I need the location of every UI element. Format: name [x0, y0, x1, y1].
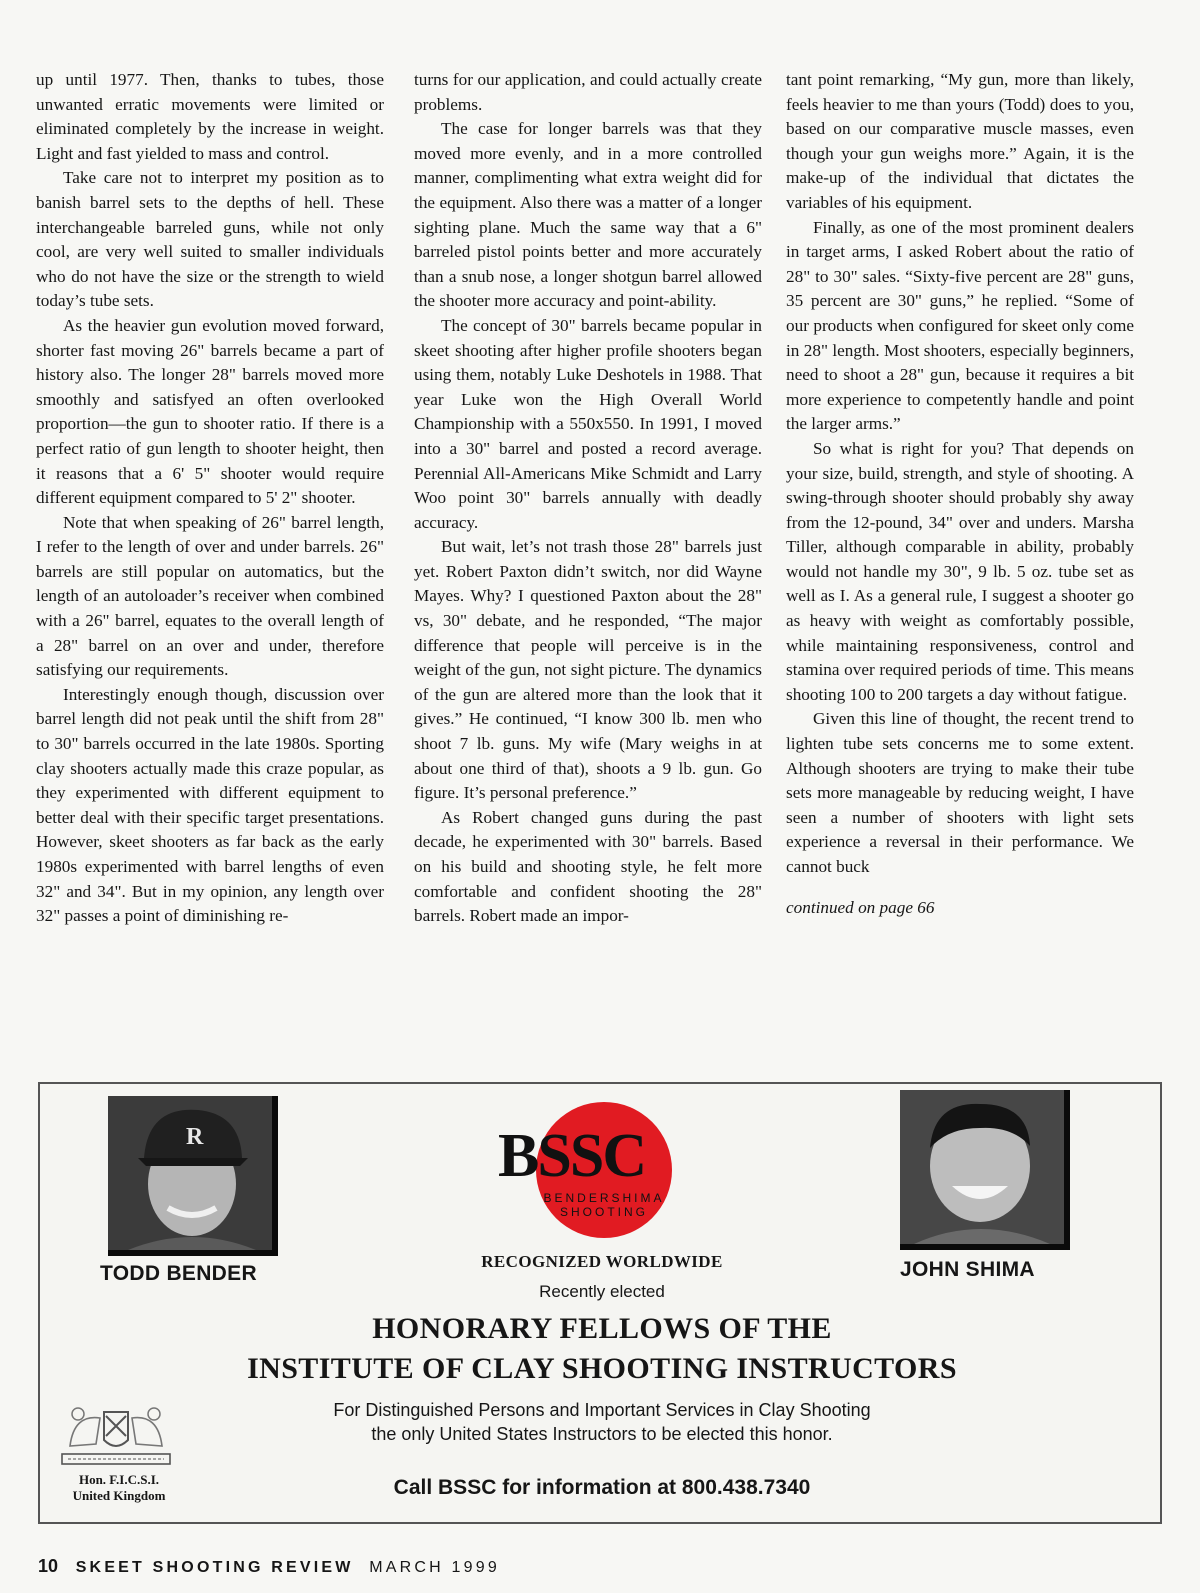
svg-text:R: R: [186, 1124, 204, 1150]
paragraph: up until 1977. Then, thanks to tubes, those unwanted erratic movements were limited or eliminated completely by the increase in weight. Light and fast yielded to mass and control.: [36, 70, 384, 163]
paragraph: The concept of 30" barrels became popular in skeet shooting after higher profile shooters began using them, notably Luke Deshotels in 1988. That year Luke won the High Overall World Championship with a 550x550. In 1991, I moved into a 30" barrel and posted a record average. Perennial All-Americans Mike Schmidt and Larry Woo point 30" barrels annually with deadly accuracy.: [414, 315, 762, 532]
paragraph: Finally, as one of the most prominent dealers in target arms, I asked Robert about the ratio of 28" to 30" sales. “Sixty-five percent are 28" guns, 35 percent are 30" guns,” he replied. “Some of our products when configured for skeet only come in 28" length. Most shooters, especially beginners, need to shoot a 28" gun, because it requires a bit more experience to competently handle and point the larger arms.”: [786, 217, 1134, 434]
todd-bender-photo: [108, 1096, 278, 1256]
recently-elected: Recently elected: [539, 1282, 665, 1301]
headline-line-1: HONORARY FELLOWS OF THE: [372, 1312, 832, 1345]
honor-country: United Kingdom: [72, 1488, 166, 1503]
paragraph: turns for our application, and could actually create problems.: [414, 70, 762, 114]
paragraph: But wait, let’s not trash those 28" barrels just yet. Robert Paxton didn’t switch, nor did Wayne Mayes. Why? I questioned Paxton about the 28" vs, 30" debate, and he responded, “The major difference that people will perceive is in the weight of the gun, not sight picture. The dynamics of the gun are altered more than the look that it gives.” He continued, “I know 300 lb. men who shoot 7 lb. guns. My wife (Mary weighs in at about one third of that), shoots a 9 lb. gun. Go figure. It’s personal preference.”: [414, 537, 762, 803]
bssc-advertisement: [38, 1082, 1162, 1524]
page-footer: [38, 1556, 500, 1577]
paragraph: Interestingly enough though, discussion over barrel length did not peak until the shift from 28" to 30" barrels occurred in the late 1980s. Sporting clay shooters actually made this craze popular, as they experimented with different equipment to better deal with their specific target presentations. However, skeet shooters as far back as the early 1980s experimented with barrel lengths of even 32" and 34". But in my opinion, any length over 32" passes a point of diminishing re-: [36, 684, 384, 926]
continued-note: continued on page 66: [786, 897, 935, 917]
subtext-line-1: For Distinguished Persons and Important Services in Clay Shooting: [333, 1400, 871, 1420]
paragraph: So what is right for you? That depends on your size, build, strength, and style of shooting. A swing-through shooter should probably shy away from the 12-pound, 34" over and unders. Marsha Tiller, although comparable in ability, probably would not handle my 30", 9 lb. 5 oz. tube set as well as I. As a general rule, I suggest a shooter go as heavy with weight as comfortably possible, while maintaining responsiveness, control and stamina over required periods of time. This means shooting 100 to 200 targets a day without fatigue.: [786, 438, 1134, 704]
todd-bender-name: TODD BENDER: [100, 1262, 257, 1285]
portrait-icon: [900, 1090, 1064, 1244]
logo-subtext-2: SHOOTING: [559, 1205, 649, 1219]
paragraph: Take care not to interpret my position as to banish barrel sets to the depths of hell. These interchangeable barreled guns, while not only cool, are very well suited to smaller individuals who do not have the size or the strength to wield today’s tube sets.: [36, 168, 384, 311]
paragraph: Given this line of thought, the recent trend to lighten tube sets concerns me to some extent. Although shooters are trying to make their tube sets more manageable by reducing weight, I have seen a number of shooters with light sets experience a reversal in their performance. We cannot buck: [786, 709, 1134, 876]
logo-text: BSSC: [498, 1122, 646, 1190]
bssc-logo: [476, 1092, 726, 1242]
paragraph: Note that when speaking of 26" barrel length, I refer to the length of over and under barrels. 26" barrels are still popular on automatics, but the length of an autoloader’s receiver when combined with a 26" barrel, equates to the overall length of a 28" barrel on an over and under, therefore satisfying our requirements.: [36, 512, 384, 680]
paragraph: tant point remarking, “My gun, more than likely, feels heavier to me than yours (Todd) does to you, based on our comparative muscle masses, even though your gun weighs more.” Again, it is the make-up of the individual that dictates the variables of his equipment.: [786, 70, 1134, 212]
paragraph: As Robert changed guns during the past decade, he experimented with 30" barrels. Based on his build and shooting style, he felt more comfortable and confident shooting the 28" barrels. Robert made an impor-: [414, 807, 762, 926]
logo-subtext-1: BENDERSHIMA: [543, 1191, 665, 1205]
paragraph: The case for longer barrels was that they moved more evenly, and in a more controlled manner, complimenting what extra weight did for the equipment. Also there was a matter of a longer sighting plane. Much the same way that a 6" barreled pistol points better and more accurately than a snub nose, a longer shotgun barrel allowed the shooter more accuracy and point-ability.: [414, 119, 762, 311]
article-column-1: [36, 68, 384, 929]
john-shima-name: JOHN SHIMA: [900, 1258, 1035, 1281]
article-column-3: [786, 68, 1134, 920]
john-shima-photo: [900, 1090, 1070, 1250]
call-to-action: Call BSSC for information at 800.438.7340: [393, 1476, 811, 1499]
honor-title: Hon. F.I.C.S.I.: [78, 1472, 160, 1487]
headline-line-2: INSTITUTE OF CLAY SHOOTING INSTRUCTORS: [247, 1352, 957, 1385]
article-column-2: [414, 68, 762, 929]
magazine-name: SKEET SHOOTING REVIEW: [75, 1559, 354, 1576]
paragraph: As the heavier gun evolution moved forward, shorter fast moving 26" barrels became a part of history also. The longer 28" barrels moved more smoothly and satisfyed an often overlooked proportion—the gun to shooter ratio. If there is a perfect ratio of gun length to shooter height, then it reasons that a 6' 5" shooter would require different equipment compared to 5' 2" shooter.: [36, 315, 384, 508]
subtext-line-2: the only United States Instructors to be elected this honor.: [371, 1424, 833, 1444]
crest-icon: [56, 1400, 176, 1470]
issue-date: MARCH 1999: [369, 1559, 500, 1576]
portrait-icon: [108, 1096, 272, 1250]
page-number: 10: [38, 1556, 59, 1576]
recognized-worldwide: RECOGNIZED WORLDWIDE: [481, 1252, 723, 1271]
